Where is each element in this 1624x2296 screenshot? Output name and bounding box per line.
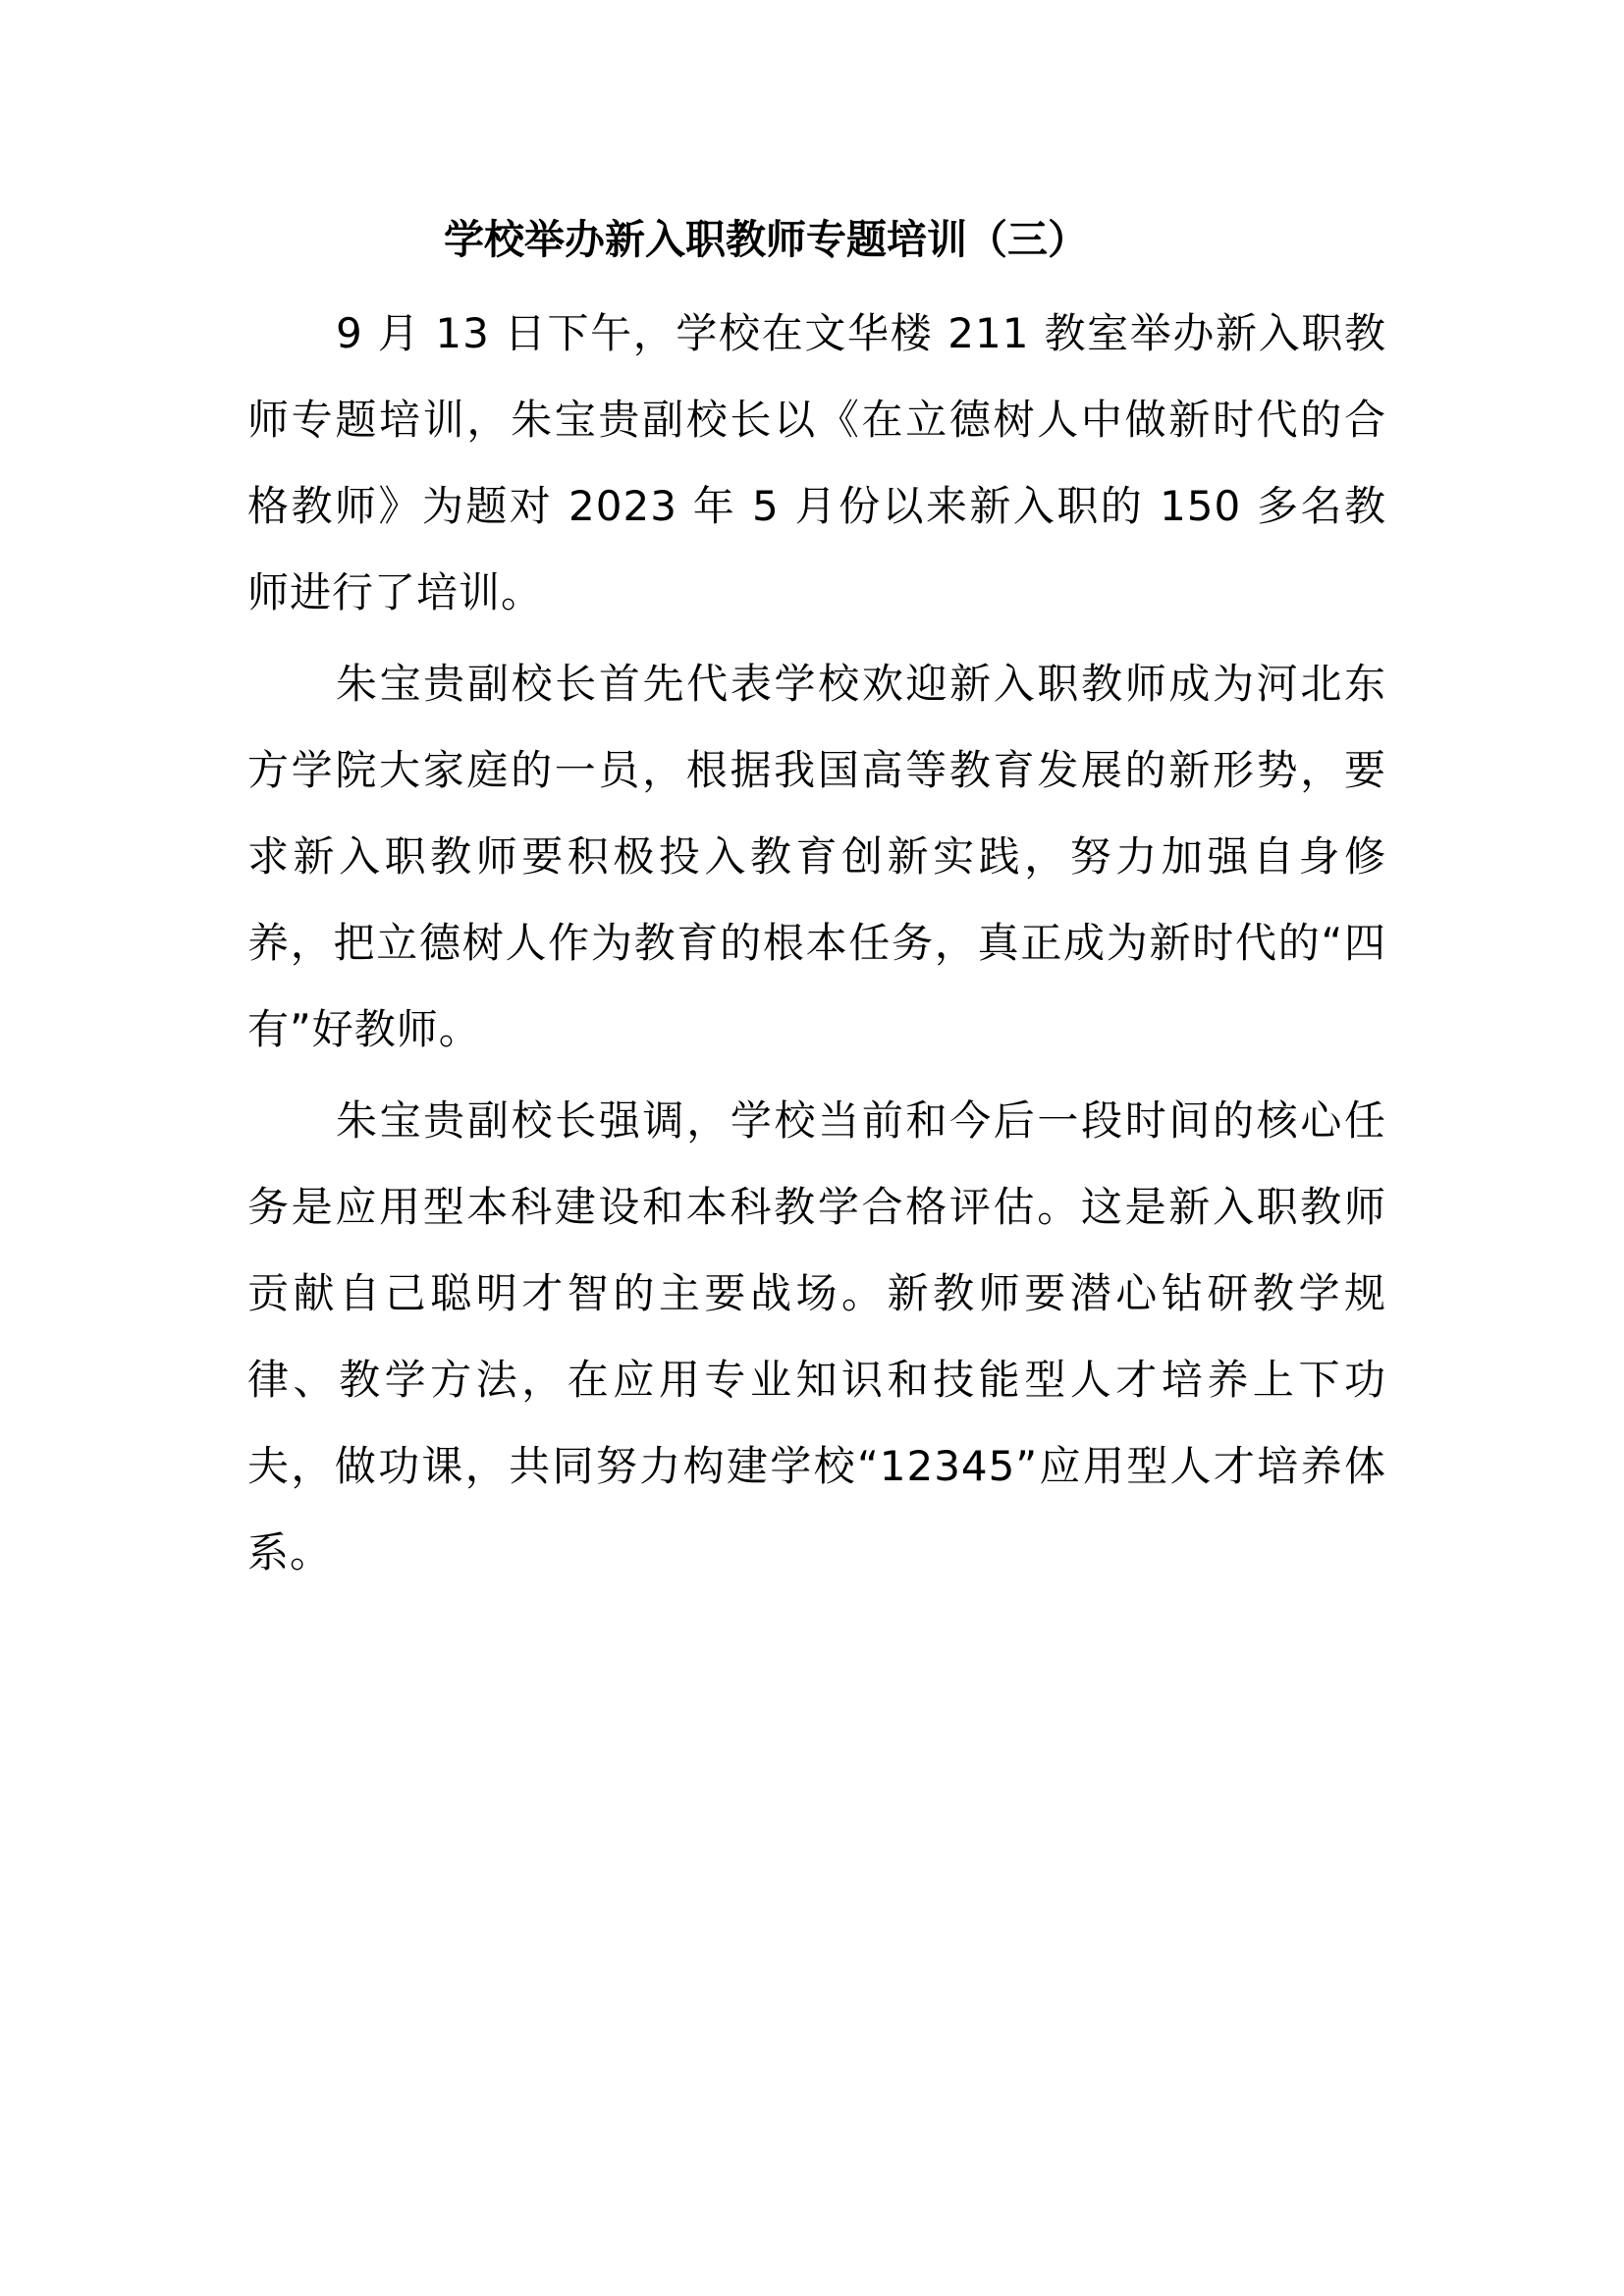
paragraph-welcome-remarks: 朱宝贵副校长首先代表学校欢迎新入职教师成为河北东方学院大家庭的一员，根据我国高等教育发展的新形势，要求新入职教师要积极投入教育创新实践，努力加强自身修养，把立德树人作为教育的根本任务，真正成为新时代的“四有”好教师。 (247, 660, 1386, 1053)
paragraph-training-overview: 9 月 13 日下午，学校在文华楼 211 教室举办新入职教师专题培训，朱宝贵副校长以《在立德树人中做新时代的合格教师》为题对 2023 年 5 月份以来新入职的 150 多名教师进行了培训。 (247, 309, 1386, 616)
document-title: 学校举办新入职教师专题培训（三） (444, 216, 1088, 263)
document-body (247, 291, 1386, 1596)
paragraph-core-tasks: 朱宝贵副校长强调，学校当前和今后一段时间的核心任务是应用型本科建设和本科教学合格评估。这是新入职教师贡献自己聪明才智的主要战场。新教师要潜心钻研教学规律、教学方法，在应用专业知识和技能型人才培养上下功夫，做功课，共同努力构建学校“12345”应用型人才培养体系。 (247, 1096, 1386, 1576)
